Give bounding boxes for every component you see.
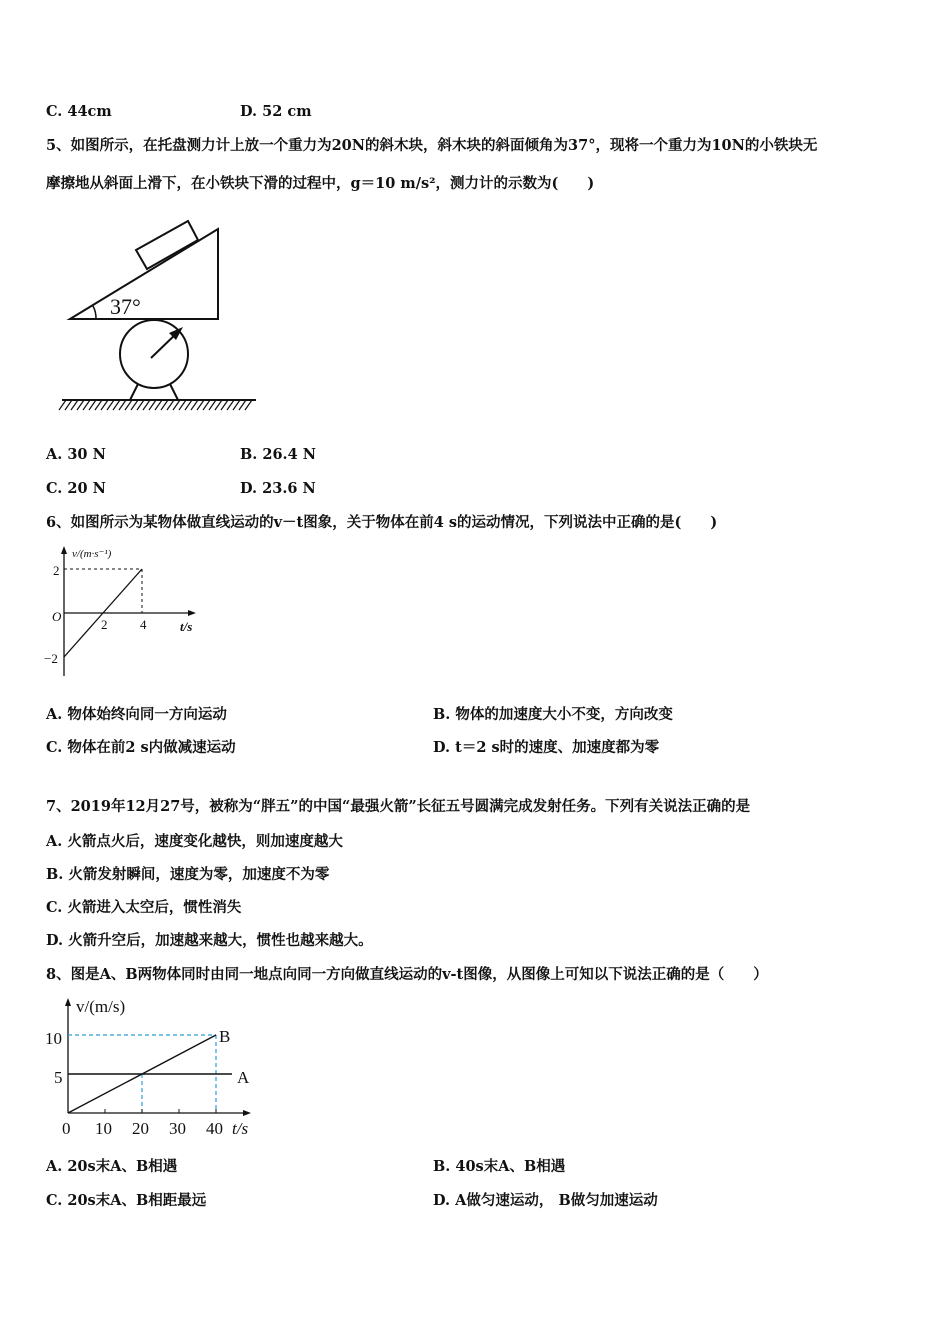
q5-option-a: A. 30 N: [46, 446, 106, 463]
q8-label-b: B: [219, 1027, 231, 1046]
q5-option-b: B. 26.4 N: [240, 446, 316, 463]
q6-option-c: C. 物体在前2 s内做减速运动: [46, 739, 236, 756]
q8-y-label: v/(m/s): [76, 997, 126, 1016]
q8-x-tick-10: 10: [95, 1119, 112, 1138]
q6-option-b: B. 物体的加速度大小不变，方向改变: [433, 706, 673, 723]
q5-option-c: C. 20 N: [46, 480, 106, 497]
q6-y-label: v/(m·s⁻¹): [72, 548, 112, 560]
q8-label-a: A: [237, 1068, 250, 1087]
q8-x-label: t/s: [232, 1119, 249, 1138]
q6-origin: O: [52, 609, 62, 624]
option-c: C. 44cm: [46, 103, 112, 120]
q8-vt-graph: [40, 992, 270, 1142]
angle-label: 37°: [110, 294, 141, 319]
q5-text-line2: 摩擦地从斜面上滑下，在小铁块下滑的过程中，g＝10 m/s²，测力计的示数为( ): [46, 175, 595, 192]
q7-option-a: A. 火箭点火后，速度变化越快，则加速度越大: [46, 833, 343, 850]
q6-vt-graph: [40, 542, 210, 682]
q8-x-tick-40: 40: [206, 1119, 223, 1138]
q8-option-a: A. 20s末A、B相遇: [46, 1158, 178, 1175]
q5-option-d: D. 23.6 N: [240, 480, 316, 497]
q5-figure-scale-wedge: [56, 220, 266, 415]
q6-text: 6、如图所示为某物体做直线运动的v－t图象，关于物体在前4 s的运动情况，下列说法中正确的是( ): [46, 514, 718, 531]
option-d: D. 52 cm: [240, 103, 312, 120]
q6-x-tick-4: 4: [140, 617, 147, 632]
q8-x-tick-30: 30: [169, 1119, 186, 1138]
q8-option-b: B. 40s末A、B相遇: [433, 1158, 566, 1175]
q7-option-b: B. 火箭发射瞬间，速度为零，加速度不为零: [46, 866, 330, 883]
wedge: [70, 229, 218, 319]
q7-option-c: C. 火箭进入太空后，惯性消失: [46, 899, 242, 916]
q8-y-tick-10: 10: [45, 1029, 62, 1048]
q6-x-tick-2: 2: [101, 617, 108, 632]
q6-option-d: D. t＝2 s时的速度、加速度都为零: [433, 739, 660, 756]
q8-x-tick-20: 20: [132, 1119, 149, 1138]
q8-y-tick-5: 5: [54, 1068, 63, 1087]
q7-text: 7、2019年12月27号，被称为“胖五”的中国“最强火箭”长征五号圆满完成发射任务。下列有关说法正确的是: [46, 798, 751, 815]
q6-option-a: A. 物体始终向同一方向运动: [46, 706, 227, 723]
q8-option-d: D. A做匀速运动， B做匀加速运动: [433, 1192, 658, 1209]
q5-text-line1: 5、如图所示，在托盘测力计上放一个重力为20N的斜木块，斜木块的斜面倾角为37°，现将一个重力为10N的小铁块无: [46, 137, 818, 154]
q8-text: 8、图是A、B两物体同时由同一地点向同一方向做直线运动的v-t图像，从图像上可知以下说法正确的是（ ）: [46, 966, 768, 983]
q7-option-d: D. 火箭升空后，加速越来越大，惯性也越来越大。: [46, 932, 373, 949]
q8-option-c: C. 20s末A、B相距最远: [46, 1192, 207, 1209]
q6-x-label: t/s: [180, 619, 193, 634]
q6-y-tick-neg2: −2: [44, 651, 58, 666]
q8-x-tick-0: 0: [62, 1119, 71, 1138]
q6-y-tick-2: 2: [53, 563, 60, 578]
